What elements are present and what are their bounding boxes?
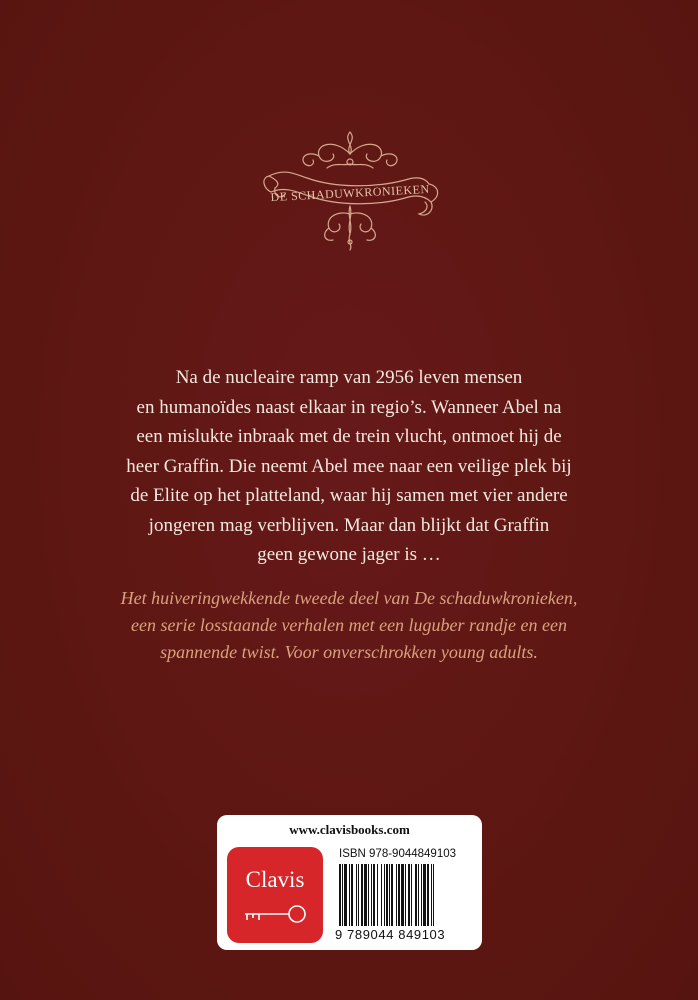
synopsis-line: jongeren mag verblijven. Maar dan blijkt dat Graffin <box>148 514 550 536</box>
barcode-panel <box>217 815 482 950</box>
isbn-label: ISBN 978-9044849103 <box>339 848 457 860</box>
synopsis-text <box>110 363 588 570</box>
synopsis-line: een mislukte inbraak met de trein vlucht, ontmoet hij de <box>136 426 562 447</box>
key-icon <box>241 903 309 925</box>
barcode-icon <box>339 864 475 926</box>
isbn-digits: 9 789044 849103 <box>335 927 446 942</box>
series-tagline <box>80 585 618 666</box>
tagline-line: een serie losstaande verhalen met een luguber randje en een <box>130 615 568 635</box>
ornament-scroll-icon <box>255 126 445 252</box>
synopsis-line: en humanoïdes naast elkaar in regio’s. Wanneer Abel na <box>136 396 562 418</box>
series-emblem <box>255 126 445 252</box>
publisher-website: www.clavisbooks.com <box>289 822 410 837</box>
publisher-logo <box>227 847 323 943</box>
publisher-name: Clavis <box>245 867 305 892</box>
tagline-line: Het huiveringwekkende tweede deel van De schaduwkronieken, <box>120 588 578 608</box>
tagline-line: spannende twist. Voor onverschrokken young adults. <box>160 642 538 662</box>
synopsis-line: Na de nucleaire ramp van 2956 leven mensen <box>175 367 523 388</box>
synopsis-line: de Elite op het platteland, waar hij samen met vier andere <box>130 485 568 506</box>
series-title: DE SCHADUWKRONIEKEN <box>270 181 430 205</box>
synopsis-line: geen gewone jager is … <box>257 544 441 565</box>
synopsis-line: heer Graffin. Die neemt Abel mee naar een veilige plek bij <box>126 455 572 477</box>
